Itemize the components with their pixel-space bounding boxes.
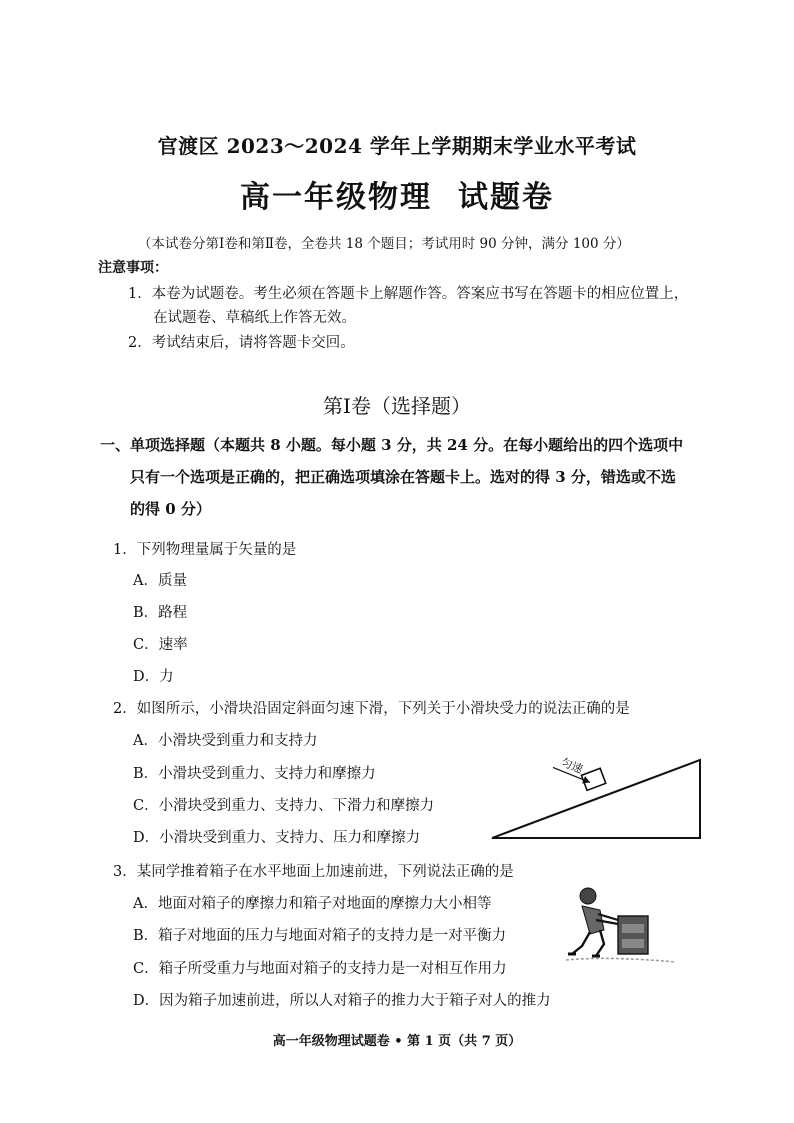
note-item-2: 2．考试结束后，请将答题卡交回。 (128, 335, 355, 351)
question-2-option-c: C．小滑块受到重力、支持力、下滑力和摩擦力 (133, 798, 435, 814)
question-3-option-a: A．地面对箱子的摩擦力和箱子对地面的摩擦力大小相等 (133, 896, 492, 912)
ground-line (566, 958, 676, 962)
question-3-option-b: B．箱子对地面的压力与地面对箱子的支持力是一对平衡力 (133, 928, 507, 944)
note-item-1-line-2: 在试题卷、草稿纸上作答无效。 (153, 310, 356, 326)
question-1-stem: 1．下列物理量属于矢量的是 (113, 542, 297, 558)
person-figure (568, 888, 618, 956)
page-footer: 高一年级物理试题卷 • 第 1 页（共 7 页） (272, 1034, 522, 1049)
velocity-label: 匀速 (559, 755, 585, 777)
pushing-box-figure (566, 884, 678, 970)
section-title: 第Ⅰ卷（选择题） (323, 394, 471, 418)
question-2-option-b: B．小滑块受到重力、支持力和摩擦力 (133, 766, 376, 782)
question-1-option-a: A．质量 (133, 573, 187, 589)
part1-line-3: 的得 0 分） (130, 500, 211, 518)
question-1-option-b: B．路程 (133, 605, 188, 621)
question-1-option-c: C．速率 (133, 637, 188, 653)
question-2-stem: 2．如图所示，小滑块沿固定斜面匀速下滑，下列关于小滑块受力的说法正确的是 (113, 701, 630, 717)
question-3-option-c: C．箱子所受重力与地面对箱子的支持力是一对相互作用力 (133, 961, 507, 977)
question-3-option-d: D．因为箱子加速前进，所以人对箱子的推力大于箱子对人的推力 (133, 993, 551, 1009)
note-item-1-line-1: 1．本卷为试题卷。考生必须在答题卡上解题作答。答案应书写在答题卡的相应位置上， (128, 286, 689, 302)
subject-suffix: 试题卷 (458, 180, 554, 215)
question-3-stem: 3．某同学推着箱子在水平地面上加速前进，下列说法正确的是 (113, 864, 514, 880)
exam-title: 官渡区 2023～2024 学年上学期期末学业水平考试 (157, 134, 637, 158)
question-1-option-d: D．力 (133, 669, 174, 685)
subject-name: 高一年级物理 (240, 180, 432, 215)
notes-heading: 注意事项： (98, 260, 168, 276)
subject-title (0, 172, 794, 216)
exam-intro: （本试卷分第Ⅰ卷和第Ⅱ卷，全卷共 18 个题目；考试用时 90 分钟，满分 100 分） (138, 236, 630, 252)
part1-line-2: 只有一个选项是正确的，把正确选项填涂在答题卡上。选对的得 3 分，错选或不选 (130, 468, 676, 486)
box-figure (618, 916, 648, 954)
incline-figure (488, 740, 704, 846)
part1-line-1: 一、单项选择题（本题共 8 小题。每小题 3 分，共 24 分。在每小题给出的四个选项中 (100, 436, 684, 454)
question-2-option-a: A．小滑块受到重力和支持力 (133, 733, 318, 749)
question-2-option-d: D．小滑块受到重力、支持力、压力和摩擦力 (133, 830, 421, 846)
